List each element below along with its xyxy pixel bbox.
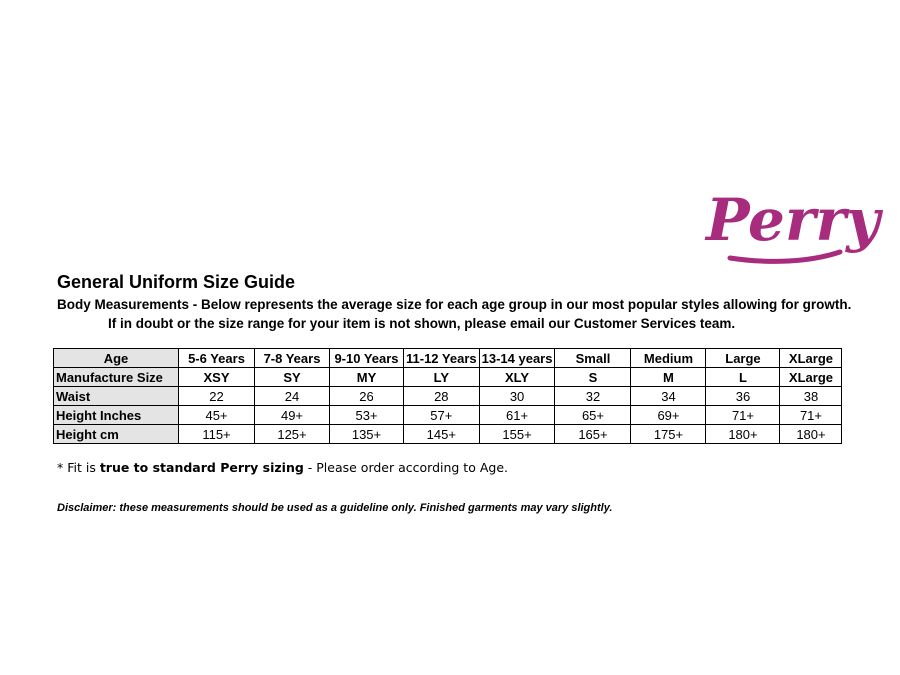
table-cell: 30 bbox=[479, 387, 555, 406]
table-cell: 65+ bbox=[555, 406, 631, 425]
column-header: XLarge bbox=[780, 349, 842, 368]
header-age: Age bbox=[54, 349, 179, 368]
table-cell: 135+ bbox=[330, 425, 404, 444]
column-header: Medium bbox=[631, 349, 706, 368]
row-label: Height Inches bbox=[54, 406, 179, 425]
table-cell: 36 bbox=[706, 387, 780, 406]
table-header-row bbox=[54, 349, 842, 368]
table-cell: MY bbox=[330, 368, 404, 387]
disclaimer: Disclaimer: these measurements should be used as a guideline only. Finished garments may vary slightly. bbox=[57, 502, 613, 514]
table-cell: 57+ bbox=[404, 406, 480, 425]
table-cell: 34 bbox=[631, 387, 706, 406]
row-label: Waist bbox=[54, 387, 179, 406]
table-cell: 49+ bbox=[255, 406, 330, 425]
table-cell: L bbox=[706, 368, 780, 387]
table-cell: 69+ bbox=[631, 406, 706, 425]
table-cell: 38 bbox=[780, 387, 842, 406]
table-cell: 145+ bbox=[404, 425, 480, 444]
table-cell: LY bbox=[404, 368, 480, 387]
table-cell: 22 bbox=[179, 387, 255, 406]
table-row bbox=[54, 425, 842, 444]
fit-note-emphasis: true to standard Perry sizing bbox=[99, 460, 304, 475]
table-cell: 71+ bbox=[706, 406, 780, 425]
table-cell: 45+ bbox=[179, 406, 255, 425]
size-table bbox=[53, 348, 842, 444]
table-cell: XSY bbox=[179, 368, 255, 387]
table-cell: 71+ bbox=[780, 406, 842, 425]
intro-line-2: If in doubt or the size range for your item is not shown, please email our Customer Services team. bbox=[108, 316, 736, 331]
table-cell: XLY bbox=[479, 368, 555, 387]
row-label: Height cm bbox=[54, 425, 179, 444]
table-cell: S bbox=[555, 368, 631, 387]
row-label: Manufacture Size bbox=[54, 368, 179, 387]
table-cell: 125+ bbox=[255, 425, 330, 444]
table-row bbox=[54, 406, 842, 425]
table-cell: 28 bbox=[404, 387, 480, 406]
table-cell: 53+ bbox=[330, 406, 404, 425]
page-title: General Uniform Size Guide bbox=[57, 272, 296, 292]
table-cell: M bbox=[631, 368, 706, 387]
table-cell: 26 bbox=[330, 387, 404, 406]
table-cell: XLarge bbox=[780, 368, 842, 387]
intro-line-1: Body Measurements - Below represents the average size for each age group in our most popular styles allowing for growth. bbox=[57, 297, 852, 312]
column-header: Large bbox=[706, 349, 780, 368]
fit-note-suffix: - Please order according to Age. bbox=[303, 460, 508, 475]
table-cell: 165+ bbox=[555, 425, 631, 444]
table-cell: 180+ bbox=[706, 425, 780, 444]
table-row bbox=[54, 368, 842, 387]
table-cell: 155+ bbox=[479, 425, 555, 444]
table-row bbox=[54, 387, 842, 406]
table-cell: 24 bbox=[255, 387, 330, 406]
table-cell: 180+ bbox=[780, 425, 842, 444]
column-header: 7-8 Years bbox=[255, 349, 330, 368]
column-header: 5-6 Years bbox=[179, 349, 255, 368]
column-header: 11-12 Years bbox=[404, 349, 480, 368]
logo-wordmark: Perry bbox=[706, 186, 880, 254]
table-cell: 61+ bbox=[479, 406, 555, 425]
column-header: 9-10 Years bbox=[330, 349, 404, 368]
fit-note bbox=[57, 460, 508, 475]
table-cell: 115+ bbox=[179, 425, 255, 444]
column-header: Small bbox=[555, 349, 631, 368]
fit-note-prefix: * Fit is bbox=[57, 460, 100, 475]
table-cell: SY bbox=[255, 368, 330, 387]
perry-logo bbox=[700, 178, 880, 270]
column-header: 13-14 years bbox=[479, 349, 555, 368]
table-cell: 32 bbox=[555, 387, 631, 406]
table-cell: 175+ bbox=[631, 425, 706, 444]
